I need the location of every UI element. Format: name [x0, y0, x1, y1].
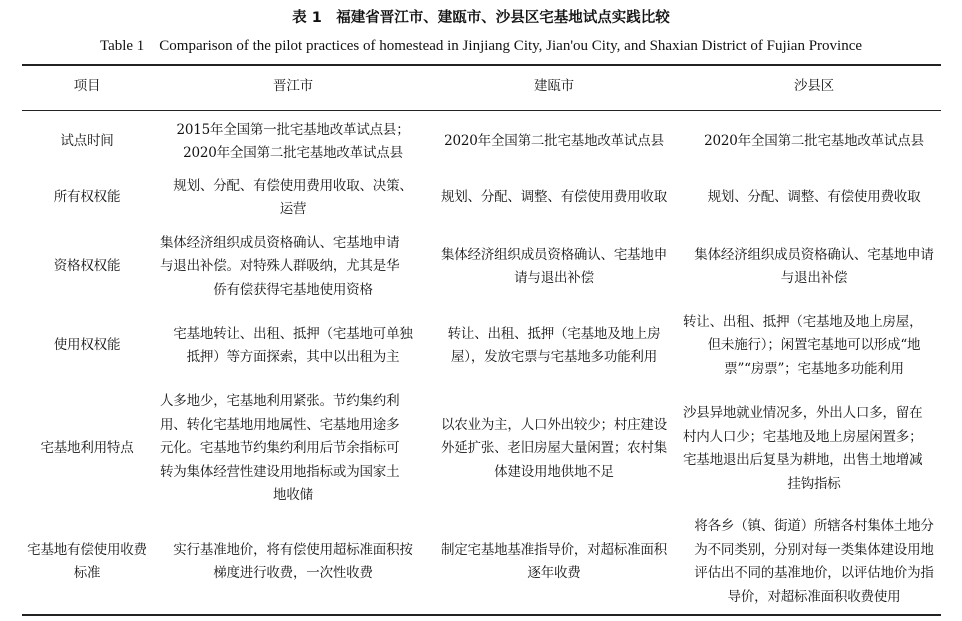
row-use-right-item: 使用权权能 [53, 337, 121, 354]
row-ownership-item: 所有权权能 [53, 189, 121, 206]
top-rule [22, 64, 941, 66]
row-utilization-shaxian: 沙县异地就业情况多，外出人口多，留在 村内人口少；宅基地及地上房屋闲置多； 宅基地退出后复垦为耕地，出售土地增减 挂钩指标 [683, 405, 923, 492]
row-utilization-jianou: 以农业为主，人口外出较少；村庄建设 外延扩张、老旧房屋大量闲置；农村集 体建设用地供地不足 [440, 416, 668, 480]
row-use-right-jianou: 转让、出租、抵押（宅基地及地上房 屋），发放宅票与宅基地多功能利用 [447, 325, 661, 365]
row-fee-standard-jianou: 制定宅基地基准指导价，对超标准面积 逐年收费 [440, 541, 668, 581]
row-ownership-shaxian: 规划、分配、调整、有偿使用费收取 [707, 189, 921, 206]
row-fee-standard-jinjiang: 实行基准地价，将有偿使用超标准面积按 梯度进行收费，一次性收费 [173, 541, 413, 581]
row-qualification-jinjiang: 集体经济组织成员资格确认、宅基地申请 与退出补偿。对特殊人群吸纳，尤其是华 侨有偿获得宅基地使用资格 [160, 234, 400, 298]
row-qualification-shaxian: 集体经济组织成员资格确认、宅基地申请 与退出补偿 [694, 246, 934, 286]
bottom-rule [22, 614, 941, 616]
row-qualification-jianou: 集体经济组织成员资格确认、宅基地申 请与退出补偿 [440, 246, 668, 286]
row-ownership-jianou: 规划、分配、调整、有偿使用费用收取 [440, 189, 668, 206]
row-ownership-jinjiang: 规划、分配、有偿使用费用收取、决策、 运营 [173, 177, 413, 217]
row-pilot-time-shaxian: 2020年全国第二批宅基地改革试点县 [704, 133, 924, 150]
header-item: 项目 [73, 78, 101, 95]
row-fee-standard-shaxian: 将各乡（镇、街道）所辖各村集体土地分 为不同类别，分别对每一类集体建设用地 评估出不同的基准地价，以评估地价为指 导价，对超标准面积收费使用 [694, 518, 934, 605]
row-utilization-jinjiang: 人多地少，宅基地利用紧张。节约集约利 用、转化宅基地用地属性、宅基地用途多 元化。宅基地节约集约利用后节余指标可 转为集体经营性建设用地指标或为国家土 地收储 [160, 393, 400, 504]
header-jinjiang: 晋江市 [273, 78, 313, 95]
header-shaxian: 沙县区 [794, 78, 834, 95]
row-use-right-jinjiang: 宅基地转让、出租、抵押（宅基地可单独 抵押）等方面探索，其中以出租为主 [173, 325, 413, 365]
row-pilot-time-item: 试点时间 [60, 133, 114, 150]
row-pilot-time-jianou: 2020年全国第二批宅基地改革试点县 [444, 133, 664, 150]
header-jianou: 建瓯市 [534, 78, 574, 95]
row-utilization-item: 宅基地利用特点 [40, 440, 134, 457]
row-use-right-shaxian: 转让、出租、抵押（宅基地及地上房屋， 但未施行）；闲置宅基地可以形成“地 票”“房票”；宅基地多功能利用 [683, 313, 923, 377]
row-pilot-time-jinjiang: 2015年全国第一批宅基地改革试点县； 2020年全国第二批宅基地改革试点县 [176, 121, 410, 161]
table-title-cn: 表 1 福建省晋江市、建瓯市、沙县区宅基地试点实践比较 [292, 10, 670, 26]
header-rule [22, 110, 941, 111]
row-qualification-item: 资格权权能 [53, 258, 121, 275]
table-title-en: Table 1 Comparison of the pilot practices of homestead in Jinjiang City, Jian'ou City, and Shaxian District of Fujian Province [99, 38, 863, 54]
row-fee-standard-item: 宅基地有偿使用收费 标准 [27, 541, 147, 581]
